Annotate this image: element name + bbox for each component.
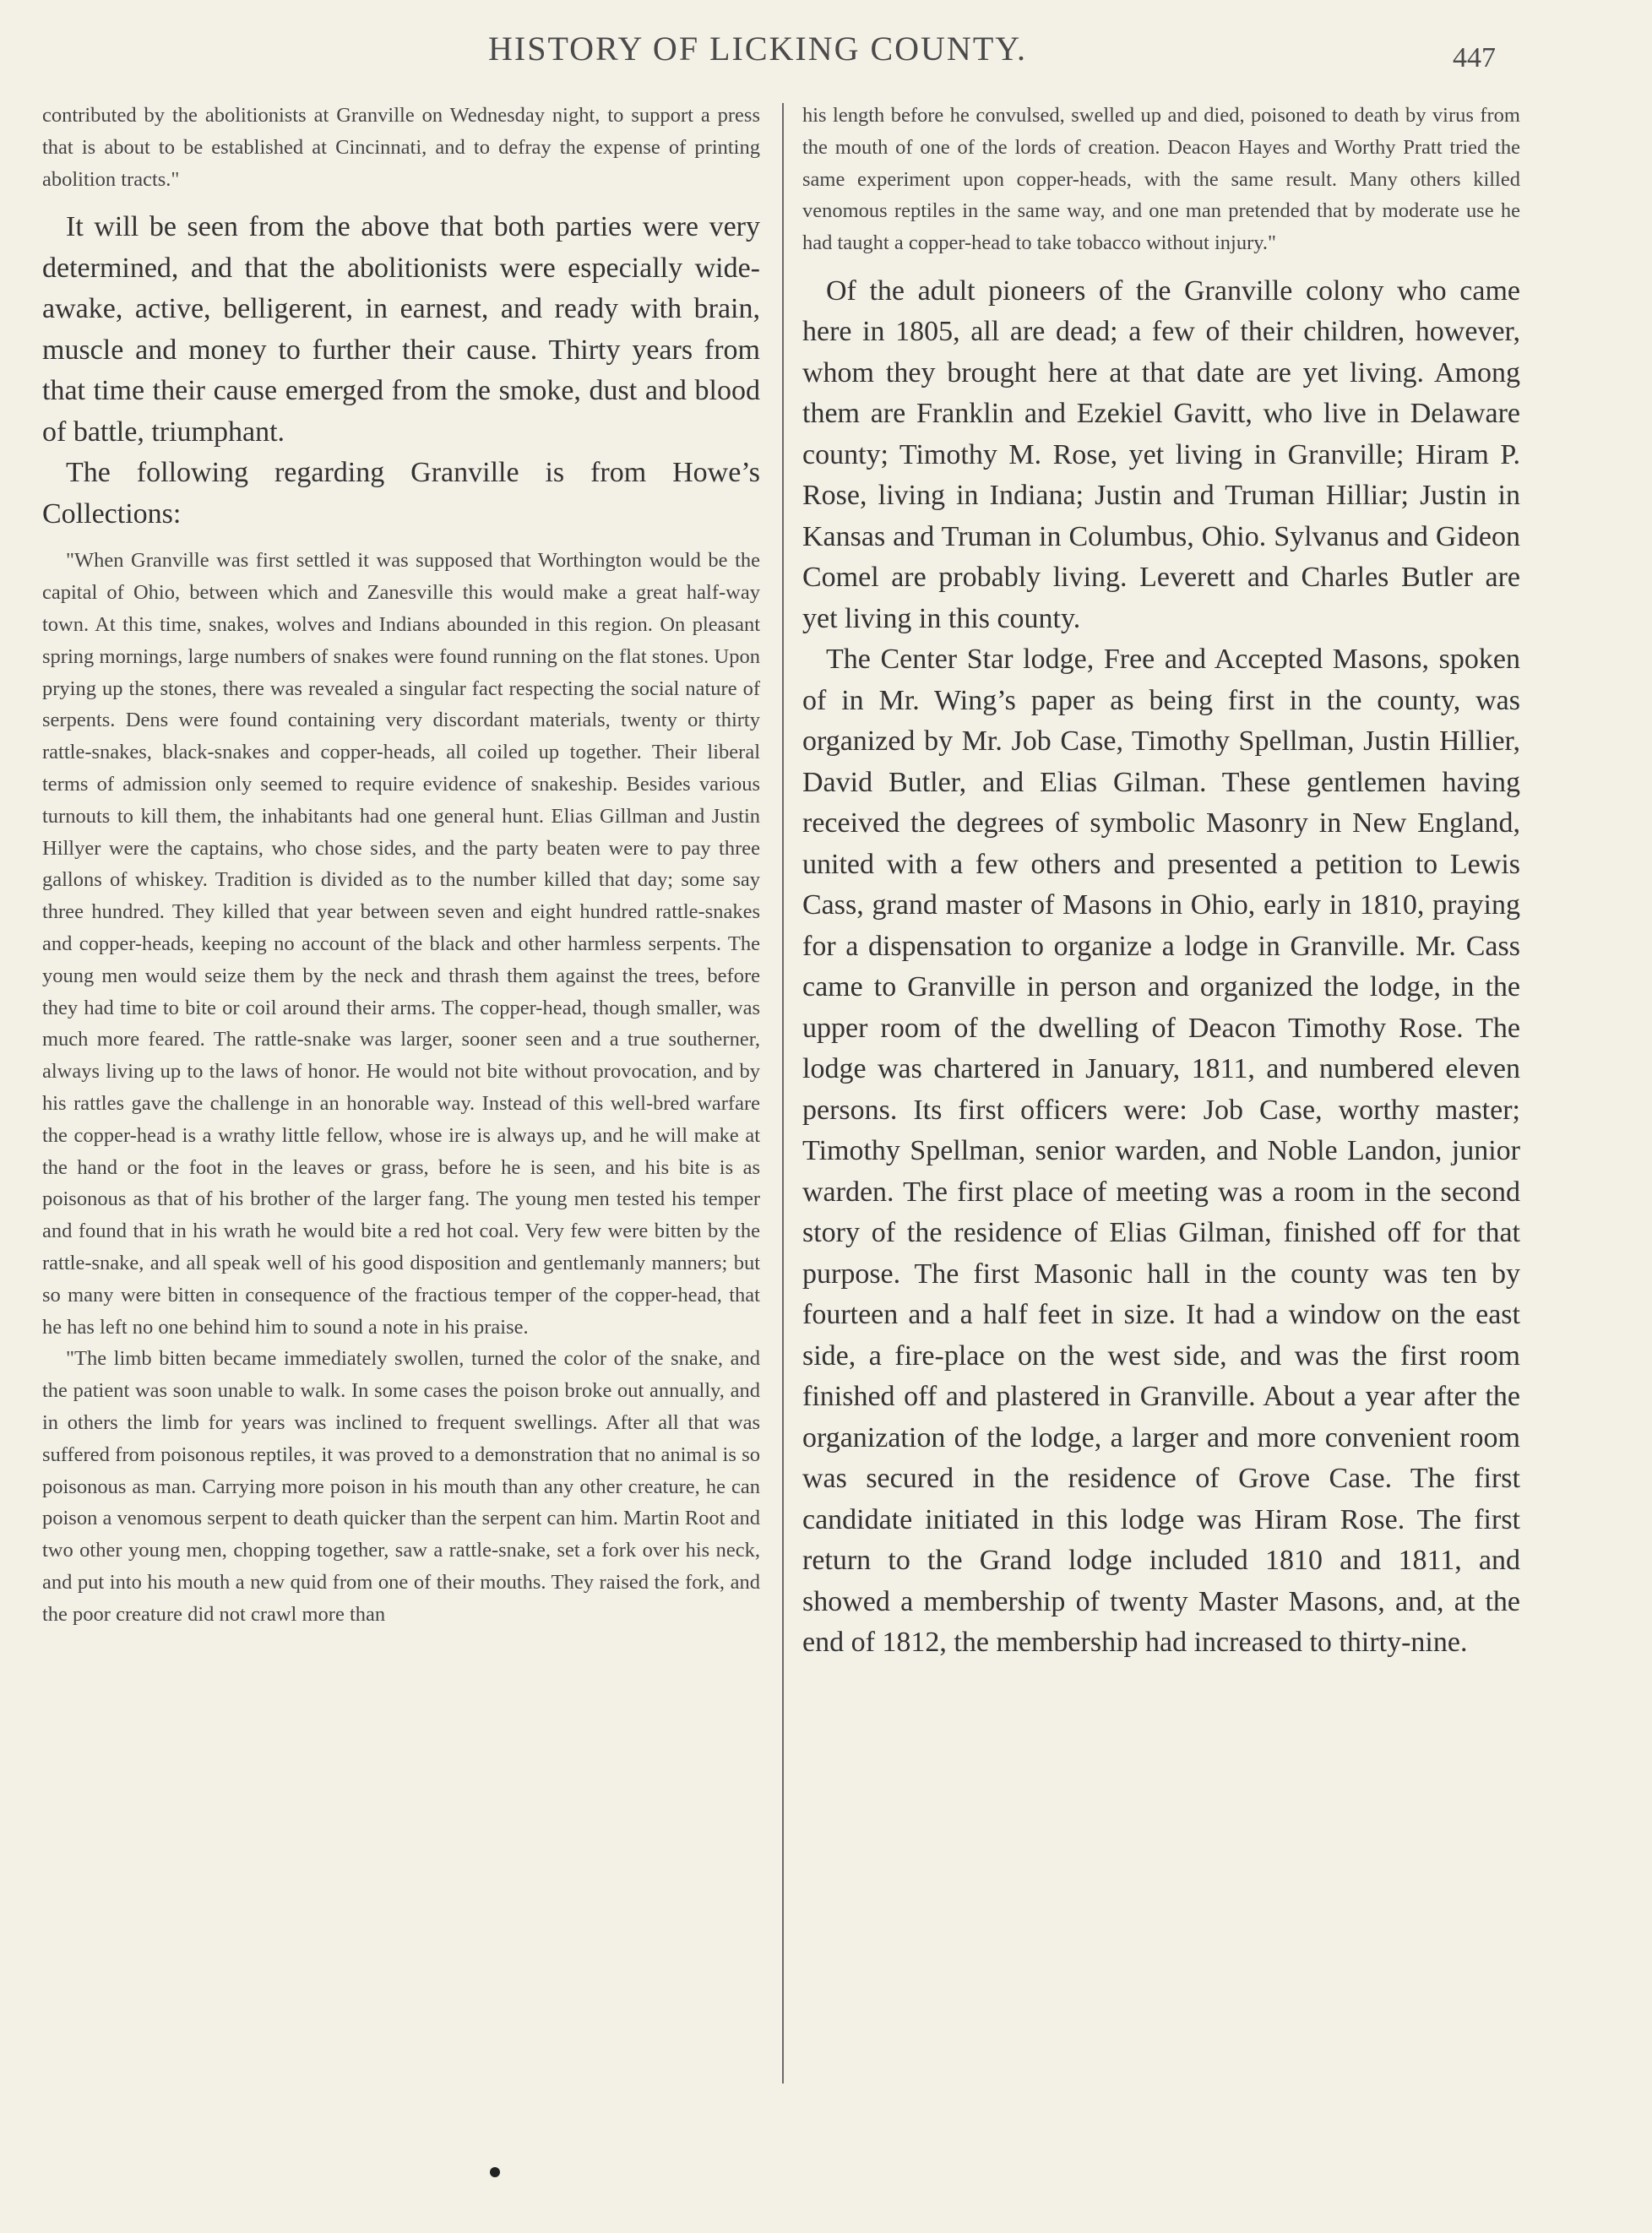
quoted-paragraph: his length before he convulsed, swelled up and died, poisoned to death by virus from the mouth of one of the lords of creation. Deacon Hayes and Worthy Pratt tried the same experiment upon copper-heads, with the same result. Many others killed venomous reptiles in the same way, and one man pretended that by moderate use he had taught a copper-head to take tobacco without injury." <box>802 104 1520 255</box>
quoted-paragraph: "The limb bitten became immediately swollen, turned the color of the snake, and the patient was soon unable to walk. In some cases the poison broke out annually, and in others the limb for years was inclined to frequent swellings. After all that was suffered from poisonous reptiles, it was proved to a demonstration that no animal is so poisonous as man. Carrying more poison in his mouth than any other creature, he can poison a venomous serpent to death quicker than the serpent can him. Martin Root and two other young men, chopping together, saw a rattle-snake, set a fork over his neck, and put into his mouth a new quid from one of their mouths. They raised the fork, and the poor creature did not crawl more than <box>42 1347 760 1626</box>
quoted-paragraph: "When Granville was first settled it was supposed that Worthington would be the capital of Ohio, between which and Zanesville this would make a great half-way town. At this time, snakes, wolves and Indians abounded in this region. On pleasant spring mornings, large numbers of snakes were found running on the flat stones. Upon prying up the stones, there was revealed a singular fact respecting the social nature of serpents. Dens were found containing very discordant materials, twenty or thirty rattle-snakes, black-snakes and copper-heads, all coiled up together. Their liberal terms of admission only seemed to require evidence of snakeship. Besides various turnouts to kill them, the inhabitants had one general hunt. Elias Gillman and Justin Hillyer were the captains, who chose sides, and the party beaten were to pay three gallons of whiskey. Tradition is divided as to the number killed that day; some say three hundred. They killed that year between seven and eight hundred rattle-snakes and copper-heads, keeping no account of the black and other harmless serpents. The young men would seize them by the neck and thrash them against the trees, before they had time to bite or coil around their arms. The copper-head, though smaller, was much more feared. The rattle-snake was larger, sooner seen and a true southerner, always living up to the laws of honor. He would not bite without provocation, and by his rattles gave the challenge in an honorable way. Instead of this well-bred warfare the copper-head is a wrathy little fellow, whose ire is always up, and he will make at the hand or the foot in the leaves or grass, before he is seen, and his bite is as poisonous as that of his brother of the larger fang. The young men tested his temper and found that in his wrath he would bite a red hot coal. Very few were bitten by the rattle-snake, and all speak well of his good disposition and gentlemanly manners; but so many were bitten in consequence of the fractious temper of the copper-head, that he has left no one behind him to sound a note in his praise. <box>42 549 760 1339</box>
page-header <box>0 0 1652 76</box>
page-mark <box>490 2167 500 2177</box>
body-paragraph: Of the adult pioneers of the Granville colony who came here in 1805, all are dead; a few of their children, however, whom they brought here at that date are yet living. Among them are Franklin and Ezekiel Gavitt, who live in Delaware county; Timothy M. Rose, yet living in Granville; Hiram P. Rose, living in Indiana; Justin and Truman Hilliar; Justin in Kansas and Truman in Columbus, Ohio. Sylvanus and Gideon Comel are probably living. Leverett and Charles Butler are yet living in this county. <box>802 274 1520 634</box>
right-column <box>802 100 1520 1664</box>
body-paragraph: The following regarding Granville is from Howe’s Collections: <box>42 457 760 530</box>
page-number: 447 <box>1453 42 1496 73</box>
running-head: HISTORY OF LICKING COUNTY. <box>488 30 1027 68</box>
body-paragraph: The Center Star lodge, Free and Accepted Masons, spoken of in Mr. Wing’s paper as being first in the county, was organized by Mr. Job Case, Timothy Spellman, Justin Hillier, David Butler, and Elias Gilman. These gentlemen having received the degrees of symbolic Masonry in New England, united with a few others and presented a petition to Lewis Cass, grand master of Masons in Ohio, early in 1810, praying for a dispensation to organize a lodge in Granville. Mr. Cass came to Granville in person and organized the lodge, in the upper room of the dwelling of Deacon Timothy Rose. The lodge was chartered in January, 1811, and numbered eleven persons. Its first officers were: Job Case, worthy master; Timothy Spellman, senior warden, and Noble Landon, junior warden. The first place of meeting was a room in the second story of the residence of Elias Gilman, finished off for that purpose. The first Masonic hall in the county was ten by fourteen and a half feet in size. It had a window on the east side, a fire-place on the west side, and was the first room finished off and plastered in Granville. About a year after the organization of the lodge, a larger and more convenient room was secured in the residence of Grove Case. The first candidate initiated in this lodge was Hiram Rose. The first return to the Grand lodge included 1810 and 1811, and showed a membership of twenty Master Masons, and, at the end of 1812, the membership had increased to thirty-nine. <box>802 644 1520 1659</box>
column-divider <box>782 103 784 2084</box>
quote-continuation-paragraph: contributed by the abolitionists at Granville on Wednesday night, to support a press that is about to be established at Cincinnati, and to defray the expense of printing abolition tracts." <box>42 104 760 191</box>
body-paragraph: It will be seen from the above that both parties were very determined, and that the abolitionists were especially wide-awake, active, belligerent, in earnest, and ready with brain, muscle and money to further their cause. Thirty years from that time their cause emerged from the smoke, dust and blood of battle, triumphant. <box>42 211 760 448</box>
left-column <box>42 100 760 1630</box>
